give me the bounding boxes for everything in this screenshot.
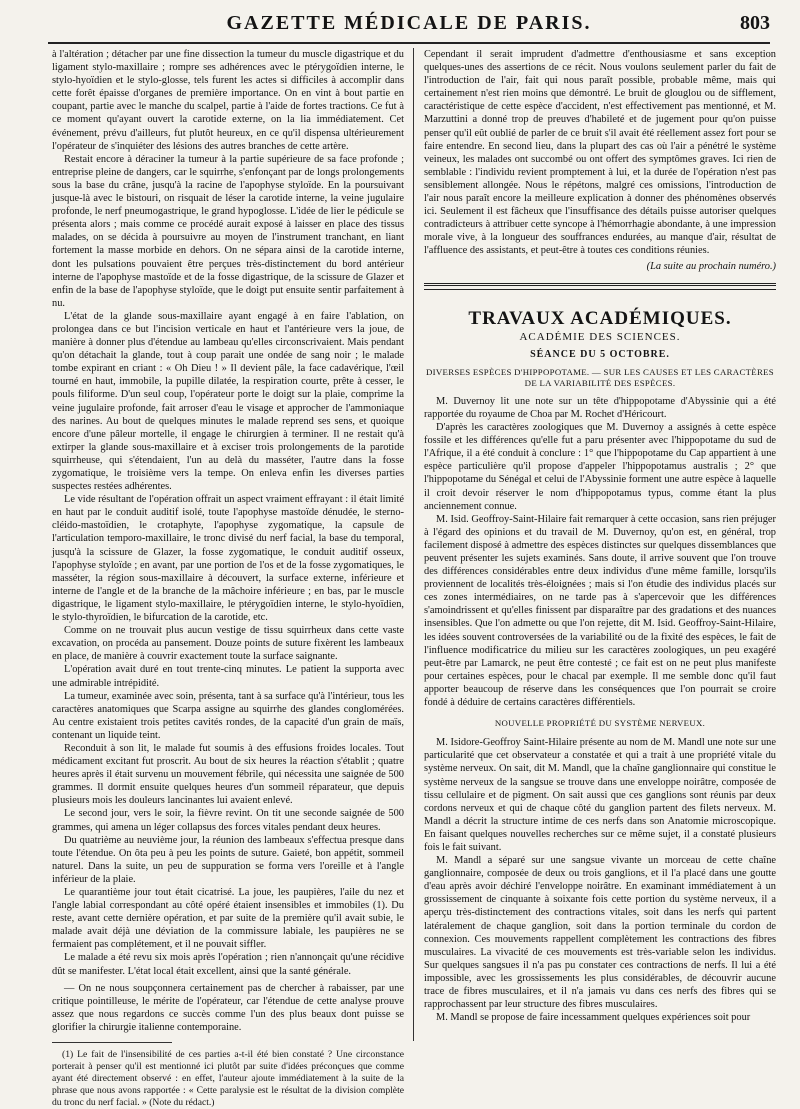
section-title: TRAVAUX ACADÉMIQUES. — [468, 307, 732, 329]
paragraph: M. Duvernoy lit une note sur un tête d'hippopotame d'Abyssinie qui a été rapportée du royaume de Choa par M. Rochet d'Héricourt. — [424, 395, 776, 420]
session-heading: SÉANCE DU 5 OCTOBRE. — [530, 348, 670, 360]
footnote-rule — [52, 1042, 172, 1043]
paragraph: M. Isidore-Geoffroy Saint-Hilaire présente au nom de M. Mandl une note sur une particularité que cet observateur a constatée et qui a trait à une propriété vitale du système nerveux. On sait, dit M. Mandl, que la chaîne ganglionnaire qui constitue le système nerveux de la sangsue se trouve dans une enveloppe noirâtre, composée de tissu cellulaire et de pigment. On sait aussi que ces ganglions sont réunis par deux cordons nerveux et qui de chaque côté du ganglion partent des filets nerveux. M. Mandl a décrit la structure intime de ces nerfs dans son Anatomie microscopique. En faisant quelques nouvelles recherches sur ce même sujet, il a constaté plusieurs fois le fait suivant. — [424, 737, 776, 853]
paragraph: Le vide résultant de l'opération offrait un aspect vraiment effrayant : il était limité en haut par le conduit auditif isolé, toute l'apophyse mastoïde dénudée, le sterno-cléido-mastoïdien, le crotaphyte, l'apophyse zygomatique, la capsule de l'articulation temporo-maxillaire, le tronc divisé du nerf facial, la base du temporal, jusqu'à la scissure de Glazer, la fosse zygomatique, le conduit auditif osseux, l'apophyse styloïde ; en avant, par une portion de l'os et de la fosse zygomatiques, le masséter, la région sous-maxillaire à découvert, la surface externe, inférieure et interne de l'angle et de la branche de la mâchoire inférieure ; en bas, par le muscle digastrique, le ligament stylo-maxillaire, le ptérygoïdien interne, le stylo-hyoïdien, le stylo-thyroïdien, le bifurcation de la carotide, etc. — [52, 494, 404, 624]
paragraph: M. Mandl a séparé sur une sangsue vivante un morceau de cette chaîne ganglionnaire, composée de deux ou trois ganglions, et il l'a placé dans une goutte d'eau après avoir déchiré l'enveloppe noirâtre. En examinant immédiatement à un grossissement de cinquante à soixante fois cette portion du système nerveux, il a aperçu très-distinctement des contractions vitales, soit dans les nerfs qui partent latéralement de chaque ganglion, soit dans la portion terminale du cordon de connexion. Ces mouvements rappellent complètement les contractions des fibres musculaires. La vivacité de ces mouvements est très-variable selon les individus. Sur quelques sangsues il n'a pas pu constater ces contractions de nerfs. Il lui a été impossible, avec les grossissements les plus considérables, de découvrir aucune trace de fibres musculaires, et il n'a jamais vu dans ces nerfs des fibres qui se rapprochassent par leur structure des fibres musculaires. — [424, 855, 776, 1011]
editorial-remark: — On ne nous soupçonnera certainement pas de chercher à rabaisser, par une critique pointilleuse, le mérite de l'opérateur, car l'étendue de cette analyse prouve assez que nous regardons ce succès comme l'un des plus beaux dont puisse se glorifier la chirurgie italienne contemporaine. — [52, 982, 404, 1033]
paragraph: M. Isid. Geoffroy-Saint-Hilaire fait remarquer à cette occasion, sans rien préjuger à l'égard des opinions et du travail de M. Duvernoy, qu'on est, en général, trop facilement disposé à admettre des espèces distinctes sur quelques dissemblances que peuvent présenter les sujets examinés. Sans doute, il arrive souvent que l'on trouve des différences considérables entre deux individus d'une même famille, lorsqu'ils proviennent de localités très-éloignées ; mais si l'on étudie des individus placés sur ces zones intermédiaires, on ne tarde pas à s'apercevoir que les différences s'amoindrissent et qu'elles finissent par disparaître par des gradations et des nuances insensibles. Que l'on admette ou que l'on rejette, dit M. Isid. Geoffroy-Saint-Hilaire, les idées souvent controversées de la variabilité ou de la fixité des espèces, le fait de l'influence modificatrice du milieu sur les caractères zoologiques, un peu exagéré peut-être par Lamarck, ne peut être contesté ; ce fait est on ne peut plus manifeste pour certaines espèces, pour le chacal par exemple. Il me semble donc qu'il faut apporter beaucoup de réserve dans les conséquences que l'on pourrait se croire fondé à déduire de certains caractères différentiels. — [424, 513, 776, 709]
journal-title: GAZETTE MÉDICALE DE PARIS. — [226, 12, 592, 34]
section-rule — [424, 283, 776, 286]
page-number: 803 — [740, 12, 770, 34]
paragraph: à l'altération ; détacher par une fine dissection la tumeur du muscle digastrique et du ligament stylo-maxillaire ; rompre ses adhérences avec le ptérygoïdien interne, le stylo-hyoïdien et le stylo-glosse, tels furent les actes si difficiles à accomplir dans cette forêt épaisse d'organes de première importance. On en vint à bout partie en coupant, partie avec le manche du scalpel, partie à l'aide de fortes tractions. Ce fut à ce moment qu'ayant ouvert la carotide externe, on la lia immédiatement. Cet événement, prévu d'ailleurs, fut plutôt heureux, en ce qu'il dispensa ultérieurement l'opérateur de s'inquiéter des lésions des autres branches de cette artère. — [52, 49, 404, 152]
article-rubric: DIVERSES ESPÈCES D'HIPPOPOTAME. — SUR LES CAUSES ET LES CARACTÈRES DE LA VARIABILITÉ DES ESPÈCES. — [425, 366, 774, 388]
page-header — [48, 10, 770, 44]
article-rubric: NOUVELLE PROPRIÉTÉ DU SYSTÈME NERVEUX. — [494, 718, 706, 729]
column-divider — [413, 48, 414, 1041]
continued-note: (La suite au prochain numéro.) — [646, 260, 776, 272]
paragraph: Le quarantième jour tout était cicatrisé. La joue, les paupières, l'aile du nez et l'angle labial correspondant au côté opéré étaient insensibles et immobiles (1). Du reste, avant cette dernière opération, et par suite de la première qu'il avait subie, le malade avait déjà une déviation de la commissure labiale, les paupières ne se fermaient pas complétement, et il ne pouvait siffler. — [52, 887, 404, 951]
paragraph: Du quatrième au neuvième jour, la réunion des lambeaux s'effectua presque dans toute l'étendue. On ôta peu à peu les points de suture. Gaieté, bon appétit, sommeil naturel. Dans la suite, un peu de suppuration se forma vers l'oreille et à l'angle inférieur de la plaie. — [52, 834, 404, 885]
right-column — [424, 48, 776, 1041]
paragraph: La tumeur, examinée avec soin, présenta, tant à sa surface qu'à l'intérieur, tous les caractères anatomiques que Scarpa assigne au squirrhe des glandes conglomérées. Au centre existaient trois petites cavités rondes, de la capacité d'un grain de maïs, contenant un liquide teint. — [52, 690, 404, 741]
paragraph: L'état de la glande sous-maxillaire ayant engagé à en faire l'ablation, on prolongea dans ce but l'incision verticale en haut et l'antérieure vers la joue, de manière à donner plus d'étendue au lambeau qu'elles circonscrivaient. Mais pendant qu'on détachait la glande, tout à coup parait une ondée de sang noir ; le malade tombe expirant en criant : « Oh Dieu ! » Il devient pâle, la face cadavérique, l'œil tourné en haut, immobile, la pupille dilatée, la respiration courte, prête à cesser, le pouls filiforme. D'un seul coup, l'opérateur porte le doigt sur la plaie, comprime la veine jugulaire profonde, fait arroser d'eau le visage et approcher de l'ammoniaque des narines. Au bout de quelques minutes le malade reprend ses sens, et quoique encore d'une pâleur mortelle, il engage le chirurgien à terminer. Il ne restait qu'à extirper la glande sous-maxillaire et à exciser trois prolongements de la parotide squirrheuse, qui s'étendaient, l'un au delà du masséter, l'autre dans la fosse zygomatique, le troisième vers la tempe. On enleva enfin les diverses parties suspectes restées adhérentes. — [52, 310, 404, 493]
paragraph: L'opération avait duré en tout trente-cinq minutes. Le patient la supporta avec une admirable intrépidité. — [52, 664, 404, 689]
paragraph: Cependant il serait imprudent d'admettre d'enthousiasme et sans exception quelques-unes des assertions de ce récit. Nous voulons seulement parler du fait de l'introduction de l'air, fait qui nous paraît possible, probable même, mais qui certainement n'est rien moins que démontré. Le bruit de glouglou ou de sifflement, caractéristique de cette espèce d'accident, n'est effectivement pas mentionné, et M. Marzuttini a donné trop de preuves d'habileté et de jugement pour qu'on puisse penser qu'il eût oublié de parler de ce bruit s'il avait été réellement assez fort pour se faire entendre. En second lieu, dans la plupart des cas où l'air a pénétré le système veineux, les malades ont succombé ou ont offert des symptômes graves. Ici rien de semblable : l'individu revient promptement à lui, et la durée de l'opération n'est pas sensiblement allongée. Nous le répétons, malgré ces omissions, l'introduction de l'air nous paraît encore la meilleure explication à donner des phénomènes observés ici. Seulement il est fâcheux que l'insuffisance des détails puisse autoriser quelques contradicteurs à attribuer cette syncope à l'hémorrhagie abondante, à une impression morale vive, à la longueur des souffrances endurées, au manque d'air, résultat de l'affluence des assistants, et peut-être à toutes ces conditions réunies. — [424, 49, 776, 257]
paragraph: Le second jour, vers le soir, la fièvre revint. On tit une seconde saignée de 500 grammes, qui amena un léger collapsus des forces vitales pendant deux heures. — [52, 808, 404, 833]
section-rule — [424, 289, 776, 290]
paragraph: Restait encore à déraciner la tumeur à la partie supérieure de sa face profonde ; entreprise pleine de dangers, car le squirrhe, s'enfonçant par de longs prolongements sous la base du crâne, jusqu'à la racine de l'apophyse styloïde. En la poursuivant jusque-là avec le bistouri, on risquait de léser la carotide interne, la veine jugulaire profonde, le nerf pneumogastrique, le grand hypoglosse. L'idée de lier le pédicule se présenta alors ; mais comme ce procédé aurait exposé à laisser en place des tissus malades, on se décida à poursuivre au moyen de l'instrument tranchant, en liant fortement la masse morbide en dehors. On ne sépara ainsi de la carotide interne, dont les pulsations pouvaient être perçues très-distinctement du bord antérieur interne de l'apophyse mastoïde et de la fosse digastrique, de la scissure de Glazer et enfin de la base de l'apophyse styloïde, que le doigt put ensuite sentir parfaitement à nu. — [52, 153, 404, 309]
paragraph: Le malade a été revu six mois après l'opération ; rien n'annonçait qu'une récidive dût se manifester. L'état local était excellent, ainsi que la santé générale. — [52, 952, 404, 977]
paragraph: D'après les caractères zoologiques que M. Duvernoy a assignés à cette espèce fossile et les différences qu'elle fut a paru présenter avec l'hippopotame du sud de l'Afrique, il a été conduit à conclure : 1° que l'hippopotame du Cap appartient à une espèce particulière qu'il propose d'appeler l'hippopotamus australis ; 2° que l'hippopotame du Sénégal et celui de l'Abyssinie forment une autre espèce à laquelle il croit devoir réserver le nom d'hippopotamus typus, comme étant la plus anciennement connue. — [424, 422, 776, 512]
paragraph: Reconduit à son lit, le malade fut soumis à des effusions froides locales. Tout médicament excitant fut proscrit. Au bout de six heures la réaction s'établit ; quatre heures après il était survenu un mouvement fébrile, qui nécessita une saignée de 500 grammes. Il dormit ensuite quelques heures d'un sommeil réparateur, que depuis plusieurs mois les douleurs lancinantes lui avaient enlevé. — [52, 742, 404, 807]
paragraph: Comme on ne trouvait plus aucun vestige de tissu squirrheux dans cette vaste excavation, on procéda au pansement. Douze points de suture fixèrent les lambeaux en place, de manière à couvrir exactement toute la surface saignante. — [52, 625, 404, 663]
left-column — [52, 48, 404, 1109]
footnote: (1) Le fait de l'insensibilité de ces parties a-t-il été bien constaté ? Une circonstance porterait à penser qu'il est mentionné ici plutôt par suite d'idées préconçues que comme ayant été directement observé : en effet, l'auteur ajoute immédiatement à la suite de la phrase que nous avons rapportée : « Cette paralysie est le résultat de la division complète du tronc du nerf facial. » (Note du rédact.) — [52, 1049, 404, 1109]
paragraph: M. Mandl se propose de faire incessamment quelques expériences soit pour — [436, 1012, 751, 1024]
academy-heading: ACADÉMIE DES SCIENCES. — [519, 330, 681, 343]
